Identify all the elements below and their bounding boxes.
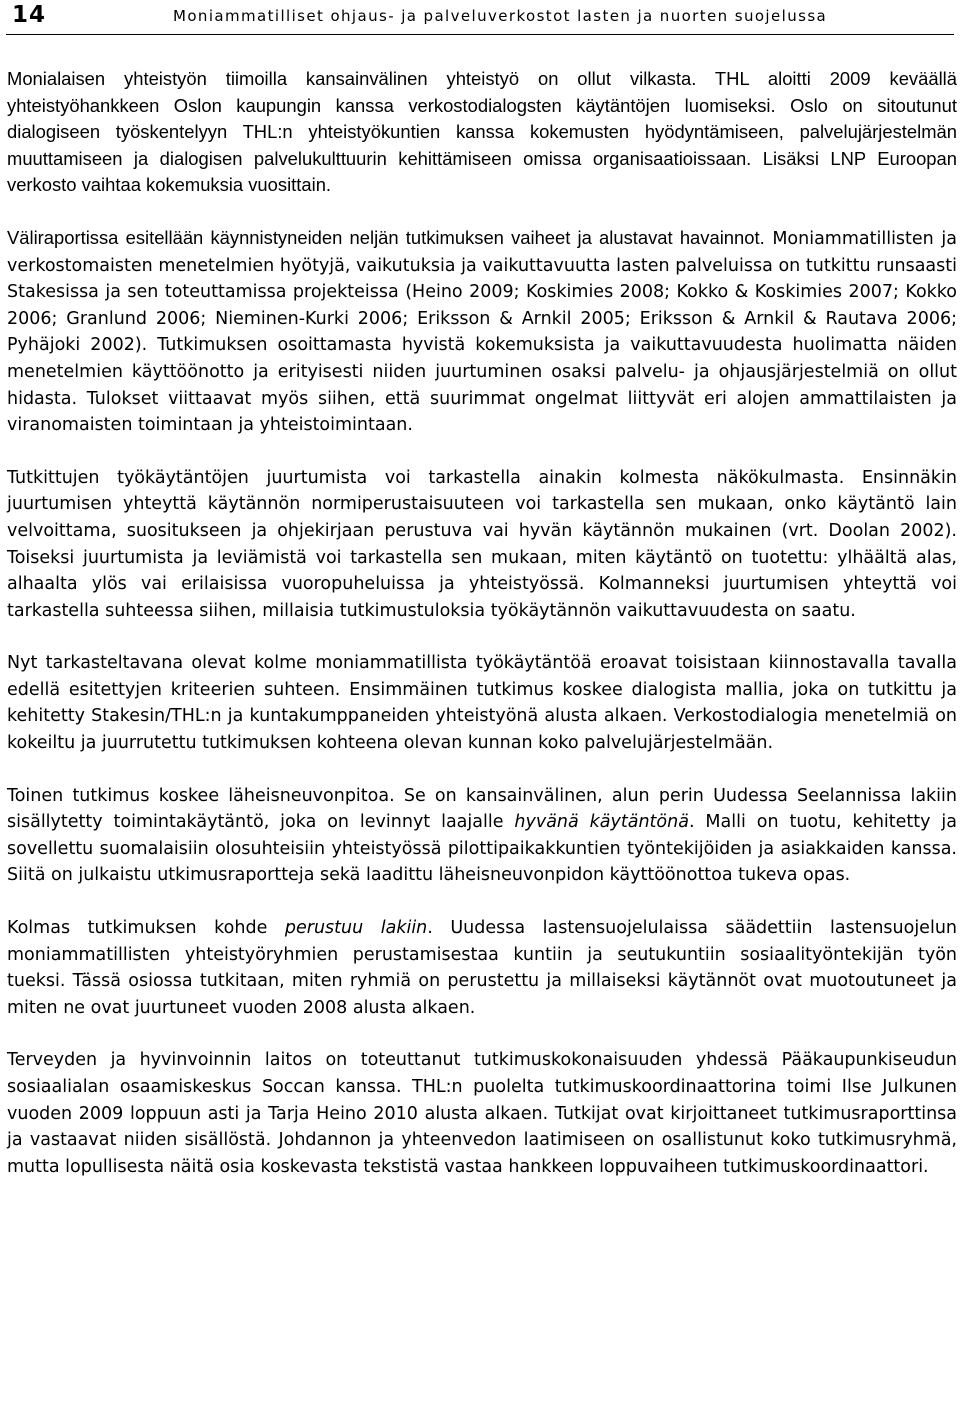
body-text <box>7 66 957 1206</box>
page-number: 14 <box>12 2 47 28</box>
paragraph-text: Nyt tarkasteltavana olevat kolme moniammatillista työkäytäntöä eroavat toisistaan kiinnostavalla tavalla edellä esitettyjen kriteerien suhteen. Ensimmäinen tutkimus koskee dialogista mallia, joka on tutkittu ja kehitetty Stakesin/THL:n ja kuntakumppaneiden yhteistyönä alusta alkaen. Verkostodialogia menetelmiä on kokeiltu ja juurrutettu tutkimuksen kohteena olevan kunnan koko palvelujärjestelmään. <box>7 653 957 754</box>
running-title: Moniammatilliset ohjaus- ja palveluverkostot lasten ja nuorten suojelussa <box>173 7 828 25</box>
paragraph-text-intro: Väliraportissa esitellään käynnistyneiden neljän tutkimuksen vaiheet ja alustavat havainnot. <box>7 226 765 248</box>
paragraph-embedding-perspectives <box>7 465 957 625</box>
paragraph-research-organisation <box>7 1047 957 1180</box>
paragraph-text: Monialaisen yhteistyön tiimoilla kansainvälinen yhteistyö on ollut vilkasta. THL aloitti 2009 keväällä yhteistyöhankkeen Oslon kaupungin kanssa verkostodialogsten käytäntöjen luomiseksi. Oslo on sitoutunut dialogiseen työskentelyyn THL:n yhteistyökuntien kanssa kokemusten hyödyntämiseen, palvelujärjestelmän muuttamiseen ja dialogisen palvelukulttuurin kehittämiseen omissa organisaatioissaan. Lisäksi LNP Euroopan verkosto vaihtaa kokemuksia vuosittain. <box>7 68 957 196</box>
page-header <box>6 0 954 35</box>
paragraph-emphasis: hyvänä käytäntönä <box>514 812 689 833</box>
paragraph-text-end: . Uudessa lastensuojelulaissa säädettiin lastensuojelun moniammatillisten yhteistyöryhmien perustamisestaa kuntiin ja seutukuntiin sosiaalityöntekijän työn tueksi. Tässä osiossa tutkitaan, miten ryhmiä on perustettu ja millaiseksi käytännöt ovat muotoutuneet ja miten ne ovat juurtuneet vuoden 2008 alusta alkaen. <box>7 918 957 1018</box>
paragraph-text-start: Toinen tutkimus koskee läheisneuvonpitoa. Se on kansainvälinen, alun perin Uudessa Seelannissa lakiin sisällytetty toimintakäytäntö, joka on levinnyt laajalle <box>7 785 957 833</box>
paragraph-text-end: . Malli on tuotu, kehitetty ja sovellettu suomalaisiin olosuhteisiin yhteistyössä pilottipaikakkuntien työntekijöiden ja asiakkaiden kanssa. Siitä on julkaistu utkimusraportteja sekä laadittu läheisneuvonpidon käyttöönottoa tukeva opas. <box>7 812 957 886</box>
paragraph-text: Moniammatillisten ja verkostomaisten menetelmien hyötyjä, vaikutuksia ja vaikuttavuutta lasten palveluissa on tutkittu runsaasti Stakesissa ja sen toteuttamissa projekteissa (Heino 2009; Koskimies 2008; Kokko & Koskimies 2007; Kokko 2006; Granlund 2006; Nieminen-Kurki 2006; Eriksson & Arnkil 2005; Eriksson & Arnkil & Rautava 2006; Pyhäjoki 2002). Tutkimuksen osoittamasta hyvistä kokemuksista ja vaikuttavuudesta huolimatta näiden menetelmien käyttöönotto ja erityisesti niiden juurtuminen osaksi palvelu- ja ohjausjärjestelmiä on ollut hidasta. Tulokset viittaavat myös siihen, että suurimmat ongelmat liittyvät eri alojen ammattilaisten ja viranomaisten toimintaan ja yhteistoimintaan. <box>7 228 957 436</box>
paragraph-text-start: Kolmas tutkimuksen kohde <box>7 918 285 939</box>
paragraph-text: Terveyden ja hyvinvoinnin laitos on toteuttanut tutkimuskokonaisuuden yhdessä Pääkaupunkiseudun sosiaalialan osaamiskeskus Soccan kanssa. THL:n puolelta tutkimuskoordinaattorina toimi Ilse Julkunen vuoden 2009 loppuun asti ja Tarja Heino 2010 alusta alkaen. Tutkijat ovat kirjoittaneet tutkimusraporttinsa ja vastaavat niiden sisällöstä. Johdannon ja yhteenvedon laatimiseen on osallistunut koko tutkimusryhmä, mutta lopullisesta näitä osia koskevasta tekstistä vastaa hankkeen loppuvaiheen tutkimuskoordinaattori. <box>7 1050 957 1177</box>
paragraph-interim-report <box>7 225 957 439</box>
paragraph-emphasis: perustuu lakiin <box>284 918 428 939</box>
paragraph-second-study <box>7 783 957 889</box>
paragraph-text: Tutkittujen työkäytäntöjen juurtumista voi tarkastella ainakin kolmesta näkökulmasta. Ensinnäkin juurtumisen yhteyttä käytännön normiperustaisuuteen voi tarkastella sen mukaan, onko käytäntö lain velvoittama, suositukseen ja ohjekirjaan perustuva vai hyvän käytännön mukainen (vrt. Doolan 2002). Toiseksi juurtumista ja leviämistä voi tarkastella sen mukaan, miten käytäntö on tuotettu: ylhäältä alas, alhaalta ylös vai erilaisissa vuoropuheluissa ja yhteistyössä. Kolmanneksi juurtumisen yhteyttä voi tarkastella suhteessa siihen, millaisia tutkimustuloksia työkäytännön vaikuttavuudesta on saatu. <box>7 467 957 621</box>
paragraph-first-study <box>7 650 957 756</box>
paragraph-third-study <box>7 915 957 1021</box>
paragraph-international-cooperation <box>7 66 957 199</box>
